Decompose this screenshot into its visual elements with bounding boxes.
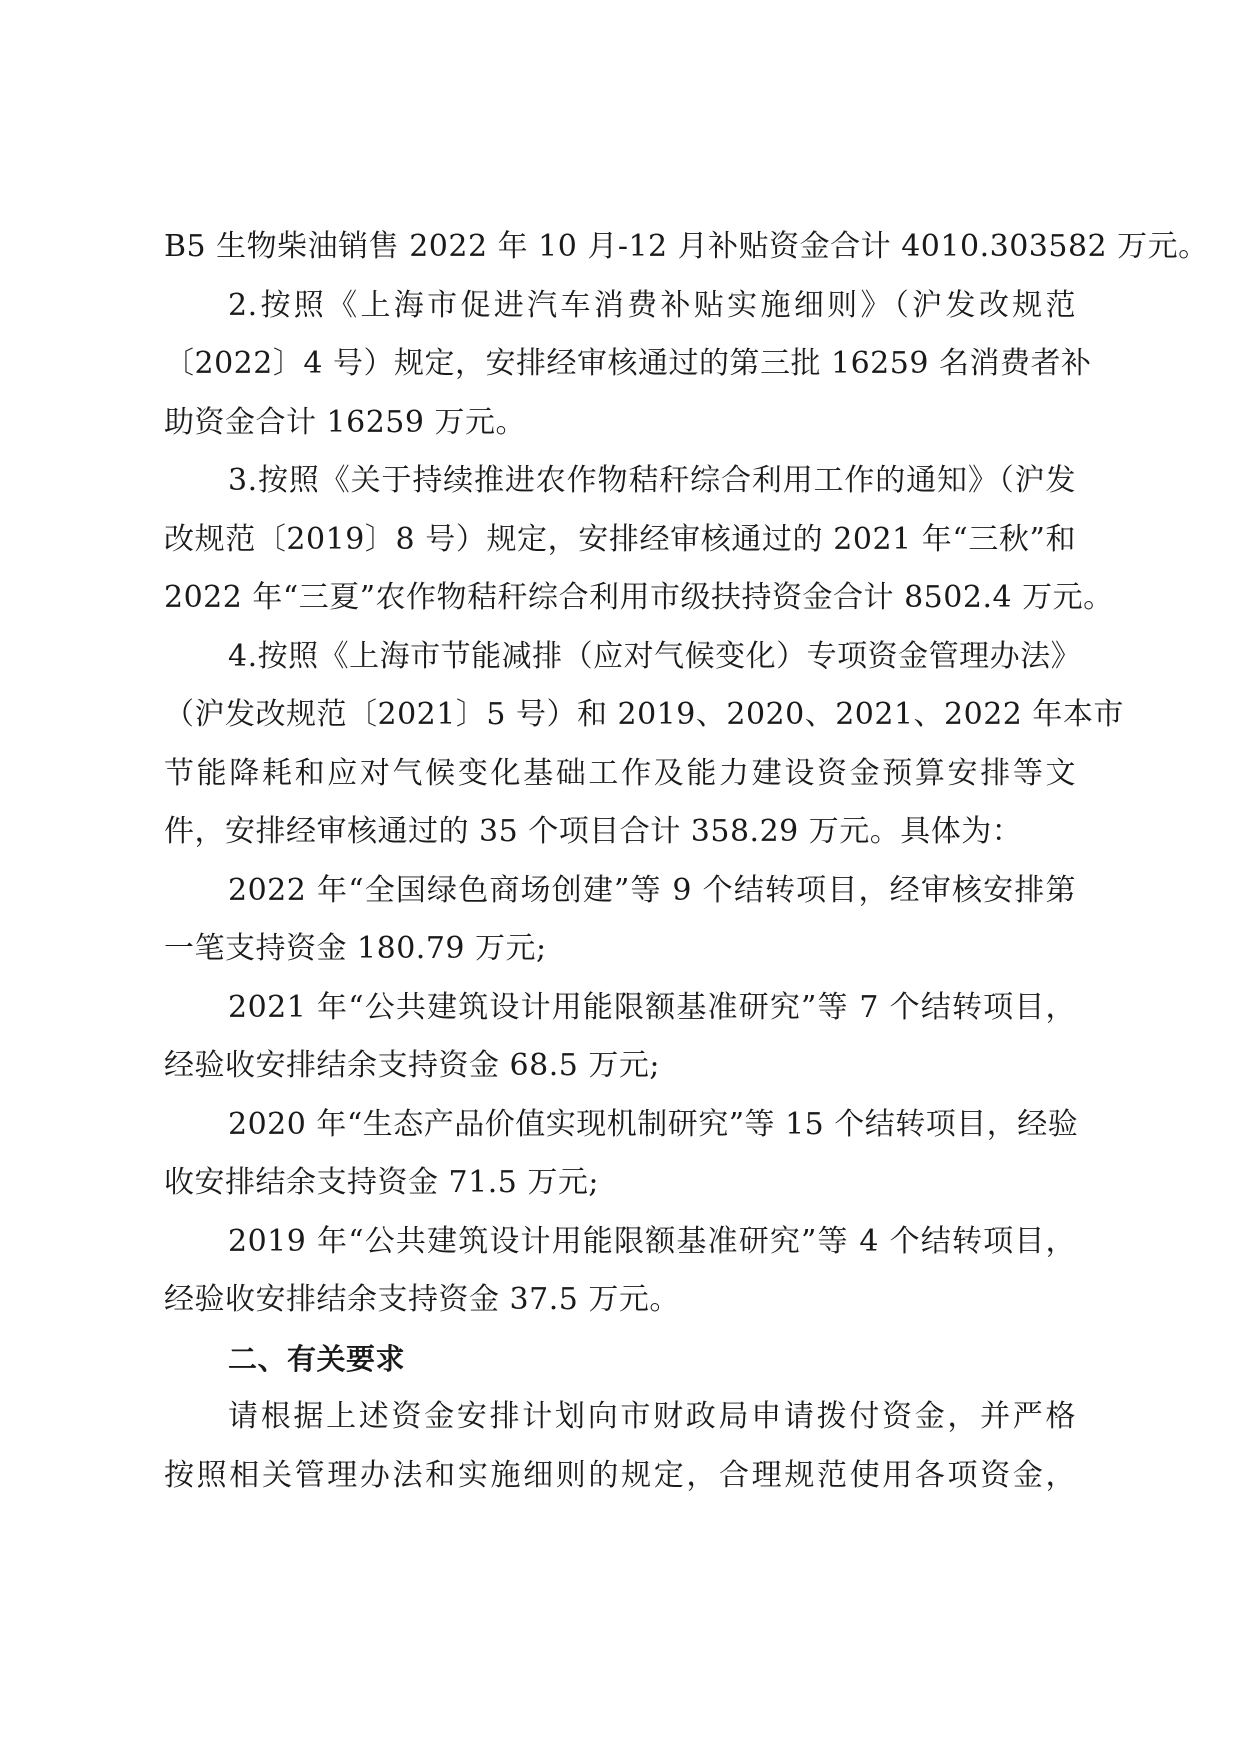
paragraph-line: 2.按照《上海市促进汽车消费补贴实施细则》（沪发改规范 [228, 287, 1076, 323]
paragraph-line: 2022 年“全国绿色商场创建”等 9 个结转项目，经审核安排第 [228, 872, 1076, 908]
paragraph-line: 经验收安排结余支持资金 37.5 万元。 [164, 1282, 680, 1317]
paragraph-line: 改规范〔2019〕8 号）规定，安排经审核通过的 2021 年“三秋”和 [164, 521, 1076, 557]
paragraph-line: 经验收安排结余支持资金 68.5 万元; [164, 1048, 660, 1083]
paragraph-line: 收安排结余支持资金 71.5 万元; [164, 1165, 599, 1200]
paragraph-line: B5 生物柴油销售 2022 年 10 月-12 月补贴资金合计 4010.303582 万元。 [164, 229, 1209, 264]
paragraph-line: （沪发改规范〔2021〕5 号）和 2019、2020、2021、2022 年本市 [164, 697, 1124, 732]
paragraph-line: 2019 年“公共建筑设计用能限额基准研究”等 4 个结转项目， [228, 1223, 1076, 1259]
document-page [164, 218, 1209, 1505]
paragraph-line: 〔2022〕4 号）规定，安排经审核通过的第三批 16259 名消费者补 [164, 346, 1092, 381]
paragraph-line: 按照相关管理办法和实施细则的规定，合理规范使用各项资金， [164, 1457, 1076, 1493]
paragraph-line: 4.按照《上海市节能减排（应对气候变化）专项资金管理办法》 [228, 638, 1082, 674]
paragraph-line: 件，安排经审核通过的 35 个项目合计 358.29 万元。具体为： [164, 814, 1023, 849]
paragraph-line: 一笔支持资金 180.79 万元; [164, 931, 547, 966]
paragraph-line: 2021 年“公共建筑设计用能限额基准研究”等 7 个结转项目， [228, 989, 1076, 1025]
paragraph-line: 2020 年“生态产品价值实现机制研究”等 15 个结转项目，经验 [228, 1106, 1079, 1142]
paragraph-line: 2022 年“三夏”农作物秸秆综合利用市级扶持资金合计 8502.4 万元。 [164, 580, 1114, 615]
paragraph-line: 节能降耗和应对气候变化基础工作及能力建设资金预算安排等文 [164, 755, 1076, 791]
paragraph-line: 助资金合计 16259 万元。 [164, 404, 527, 440]
paragraph-line: 请根据上述资金安排计划向市财政局申请拨付资金，并严格 [228, 1399, 1076, 1434]
section-heading: 二、有关要求 [228, 1341, 406, 1376]
paragraph-line: 3.按照《关于持续推进农作物秸秆综合利用工作的通知》（沪发 [228, 463, 1076, 498]
